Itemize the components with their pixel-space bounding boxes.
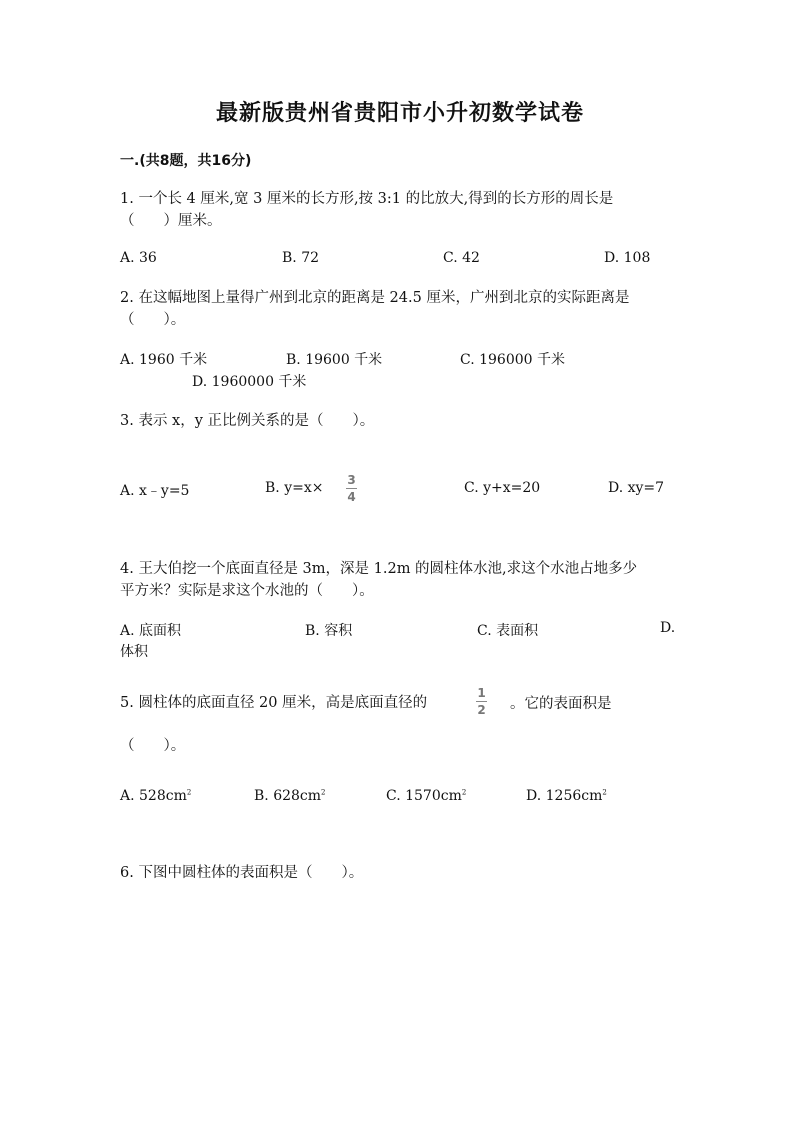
option-text: A. 528cm: [120, 788, 187, 804]
question-3-option-a: A. x﹣y=5: [120, 483, 190, 499]
question-4-line2: 平方米？实际是求这个水池的（ ）。: [120, 583, 374, 599]
unit-superscript: 2: [602, 788, 607, 797]
question-1-option-a: A. 36: [120, 250, 157, 266]
question-2-option-d: D. 1960000 千米: [192, 374, 307, 390]
question-3-option-c: C. y+x=20: [464, 480, 541, 496]
question-1-line2: （ ）厘米。: [120, 213, 222, 229]
question-3-line1: 3. 表示 x，y 正比例关系的是（ ）。: [120, 413, 375, 429]
question-2-option-b: B. 19600 千米: [286, 352, 383, 368]
fraction-bar: [346, 488, 357, 489]
question-3-option-d: D. xy=7: [608, 480, 665, 496]
question-3-fraction: [346, 473, 357, 504]
option-text: B. 628cm: [254, 788, 322, 804]
question-4-option-d: D.: [660, 620, 676, 636]
question-6-line1: 6. 下图中圆柱体的表面积是（ ）。: [120, 865, 364, 881]
fraction-denominator: 2: [477, 703, 486, 717]
option-text: C. 1570cm: [386, 788, 462, 804]
question-5-option-d: [526, 788, 607, 804]
question-5-fraction: [476, 686, 487, 717]
question-1-option-c: C. 42: [443, 250, 480, 266]
question-1: [120, 188, 680, 232]
question-3: [120, 410, 680, 432]
question-1-option-d: D. 108: [604, 250, 651, 266]
question-2-option-c: C. 196000 千米: [460, 352, 566, 368]
option-text: D. 1256cm: [526, 788, 603, 804]
question-5-line2: （ ）。: [120, 738, 186, 754]
unit-superscript: 2: [321, 788, 326, 797]
section-heading: 一.(共8题，共16分): [120, 153, 252, 169]
question-4-option-b: B. 容积: [305, 623, 353, 639]
question-2-option-a: A. 1960 千米: [120, 352, 208, 368]
question-4-option-c: C. 表面积: [477, 623, 539, 639]
page-title: 最新版贵州省贵阳市小升初数学试卷: [215, 101, 584, 126]
question-1-line1: 1. 一个长 4 厘米,宽 3 厘米的长方形,按 3:1 的比放大,得到的长方形的周长是: [120, 191, 614, 207]
question-1-option-b: B. 72: [282, 250, 320, 266]
question-5-text-before: 5. 圆柱体的底面直径 20 厘米，高是底面直径的: [120, 695, 428, 711]
question-5-option-b: [254, 788, 326, 804]
unit-superscript: 2: [461, 788, 467, 797]
fraction-denominator: 4: [347, 490, 356, 504]
question-5-text-after: 。它的表面积是: [510, 696, 612, 712]
question-4-line1: 4. 王大伯挖一个底面直径是 3m，深是 1.2m 的圆柱体水池,求这个水池占地多少: [120, 561, 638, 577]
question-3-option-b: B. y=x×: [265, 480, 324, 496]
unit-superscript: 2: [186, 788, 192, 797]
fraction-numerator: 3: [347, 473, 356, 487]
question-6: [120, 862, 680, 884]
question-2-line2: （ ）。: [120, 312, 186, 328]
fraction-bar: [476, 701, 487, 702]
question-2: [120, 287, 680, 331]
question-4-option-a: A. 底面积: [120, 623, 182, 639]
question-4-option-d-wrap: 体积: [120, 644, 148, 660]
question-5-option-a: [120, 788, 191, 804]
question-4: [120, 558, 680, 602]
question-2-line1: 2. 在这幅地图上量得广州到北京的距离是 24.5 厘米，广州到北京的实际距离是: [120, 290, 630, 306]
question-5-option-c: [386, 788, 466, 804]
fraction-numerator: 1: [477, 686, 486, 700]
